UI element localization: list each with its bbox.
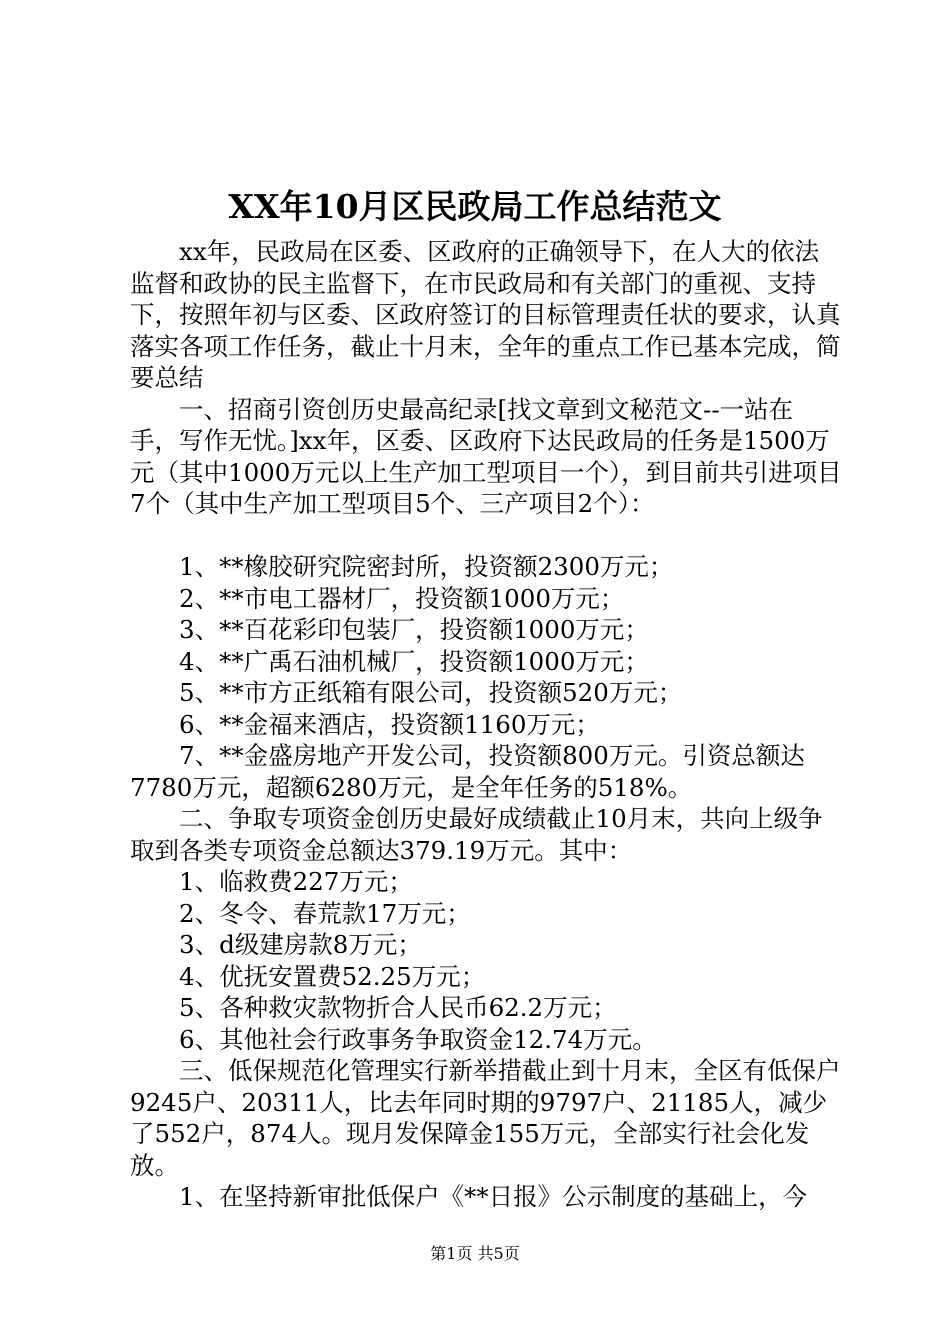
list-item: 6、其他社会行政事务争取资金12.74万元。: [179, 1024, 657, 1054]
section-two-paragraph: 二、争取专项资金创历史最好成绩截止10月末，共向上级争取到各类专项资金总额达379.19万元。其中：: [130, 804, 823, 865]
section-three-paragraph: 三、低保规范化管理实行新举措截止到十月末，全区有低保户9245户、20311人，比去年同时期的9797户、21185人，减少了552户，874人。现月发保障金155万元，全部实行社会化发放。: [130, 1056, 841, 1180]
page-number-footer: 第1页 共5页: [430, 1244, 520, 1263]
list-item: 5、各种救灾款物折合人民币62.2万元；: [179, 993, 617, 1022]
intro-paragraph: xx年，民政局在区委、区政府的正确领导下，在人大的依法监督和政协的民主监督下，在市民政局和有关部门的重视、支持下，按照年初与区委、区政府签订的目标管理责任状的要求，认真落实各项工作任务，截止十月末，全年的重点工作已基本完成，简要总结: [130, 237, 841, 392]
list-item: 4、**广禹石油机械厂，投资额1000万元；: [179, 646, 649, 676]
list-item: 3、d级建房款8万元；: [179, 930, 422, 959]
list-item: 2、**市电工器材厂，投资额1000万元；: [179, 583, 625, 613]
list-item: 5、**市方正纸箱有限公司，投资额520万元；: [179, 678, 683, 707]
list-item: 4、优抚安置费52.25万元；: [179, 961, 486, 991]
section-one-paragraph: 一、招商引资创历史最高纪录[找文章到文秘范文--一站在手，写作无忧。]xx年，区委、区政府下达民政局的任务是1500万元（其中1000万元以上生产加工型项目一个），到目前共引进项目7个（其中生产加工型项目5个、三产项目2个）：: [130, 394, 842, 518]
list-item: 3、**百花彩印包装厂，投资额1000万元；: [179, 615, 649, 644]
list-item: 1、在坚持新审批低保户《**日报》公示制度的基础上，今: [179, 1182, 808, 1211]
list-item: 1、**橡胶研究院密封所，投资额2300万元；: [179, 552, 674, 581]
list-item: 6、**金福来酒店，投资额1160万元；: [179, 709, 600, 739]
document-body: [130, 236, 842, 1213]
list-item: 7、**金盛房地产开发公司，投资额800万元。引资总额达7780万元，超额6280万元，是全年任务的518%。: [130, 741, 805, 802]
document-title: XX年10月区民政局工作总结范文: [228, 187, 722, 226]
blank-line: [130, 520, 842, 552]
list-item: 1、临救费227万元；: [179, 867, 413, 896]
list-item: 2、冬令、春荒款17万元；: [179, 898, 471, 928]
